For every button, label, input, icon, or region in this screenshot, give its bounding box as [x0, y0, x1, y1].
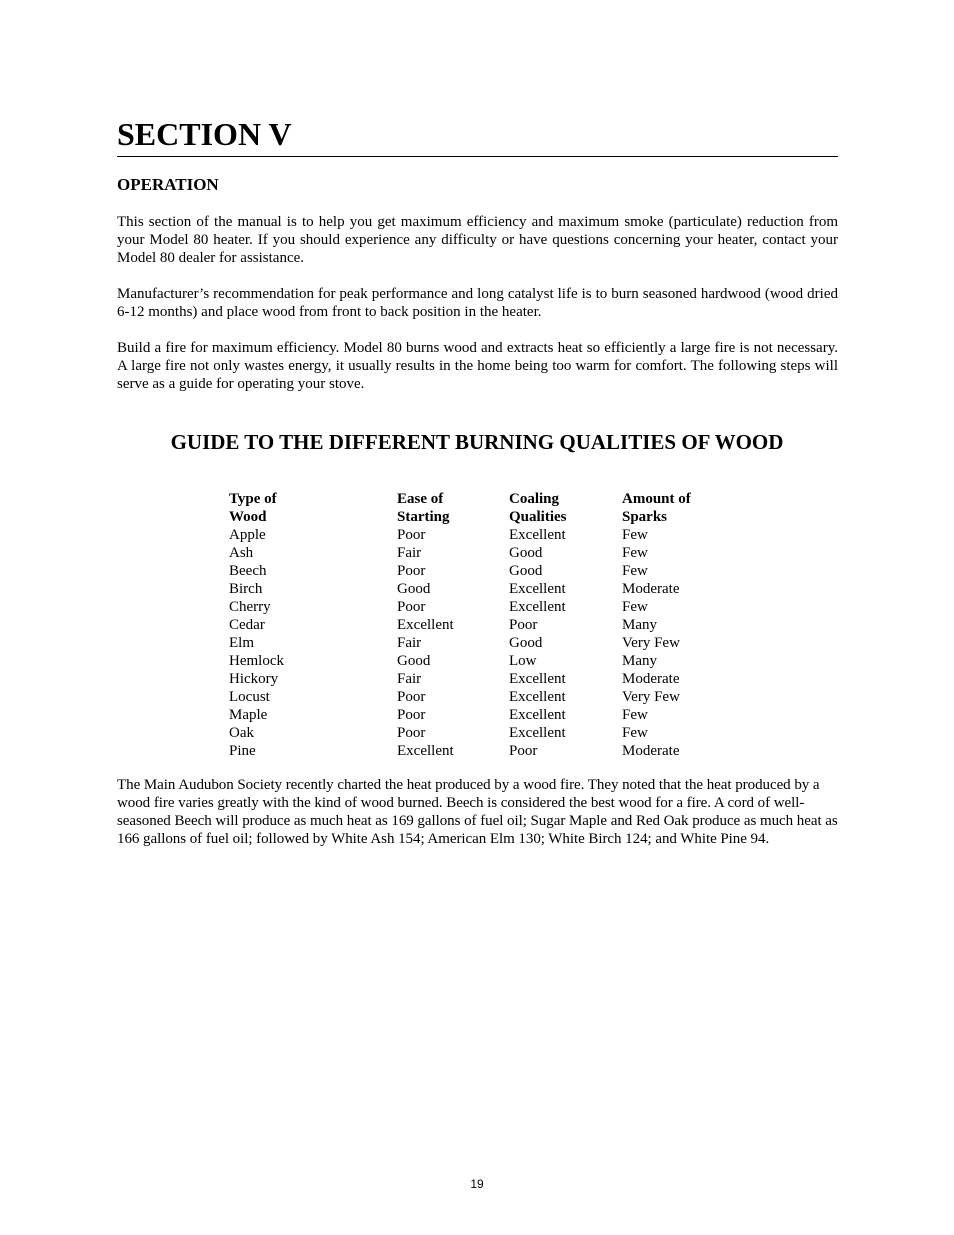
sparks-cell: Many	[622, 653, 657, 669]
wood-type-cell: Cherry	[229, 599, 271, 615]
wood-type-cell: Pine	[229, 743, 256, 759]
header-line: Amount of	[622, 491, 691, 507]
sparks-cell: Few	[622, 545, 648, 561]
table-row	[229, 526, 732, 544]
sparks-cell: Moderate	[622, 581, 680, 597]
wood-guide-title: GUIDE TO THE DIFFERENT BURNING QUALITIES OF WOOD	[170, 430, 784, 454]
wood-type-cell: Birch	[229, 581, 263, 597]
coaling-cell: Excellent	[509, 581, 566, 597]
coaling-cell: Excellent	[509, 527, 566, 543]
wood-type-cell: Maple	[229, 707, 268, 723]
wood-type-cell: Oak	[229, 725, 254, 741]
coaling-cell: Good	[509, 563, 543, 579]
ease-cell: Poor	[397, 563, 426, 579]
coaling-cell: Low	[509, 653, 537, 669]
header-line: Sparks	[622, 509, 668, 525]
wood-type-cell: Ash	[229, 545, 254, 561]
coaling-cell: Excellent	[509, 599, 566, 615]
wood-type-cell: Hemlock	[229, 653, 284, 669]
table-row	[229, 616, 732, 634]
table-header-row	[229, 490, 732, 526]
header-line: Type of	[229, 491, 277, 507]
wood-type-cell: Cedar	[229, 617, 265, 633]
ease-cell: Poor	[397, 689, 426, 705]
ease-cell: Fair	[397, 635, 422, 651]
section-title: SECTION V	[117, 116, 292, 152]
table-row	[229, 688, 732, 706]
ease-cell: Fair	[397, 545, 422, 561]
ease-cell: Poor	[397, 725, 426, 741]
wood-type-cell: Apple	[229, 527, 266, 543]
wood-type-cell: Beech	[229, 563, 267, 579]
ease-cell: Poor	[397, 599, 426, 615]
table-row	[229, 670, 732, 688]
recommendation-paragraph: Manufacturer’s recommendation for peak performance and long catalyst life is to burn seasoned hardwood (wood dried 6-12 months) and place wood from front to back position in the heater.	[117, 286, 838, 320]
build-fire-paragraph: Build a fire for maximum efficiency. Model 80 burns wood and extracts heat so efficiently a large fire is not necessary. A large fire not only wastes energy, it usually results in the home being too warm for comfort. The following steps will serve as a guide for operating your stove.	[117, 340, 838, 392]
audubon-paragraph: The Main Audubon Society recently charted the heat produced by a wood fire. They noted that the heat produced by a wood fire varies greatly with the kind of wood burned. Beech is considered the best wood for a fire. A cord of well-seasoned Beech will produce as much heat as 169 gallons of fuel oil; Sugar Maple and Red Oak produce as much heat as 166 gallons of fuel oil; followed by White Ash 154; American Elm 130; White Birch 124; and White Pine 94.	[117, 777, 838, 847]
header-line: Qualities	[509, 509, 567, 525]
table-row	[229, 598, 732, 616]
header-line: Starting	[397, 509, 450, 525]
table-row	[229, 652, 732, 670]
coaling-cell: Poor	[509, 617, 538, 633]
coaling-cell: Excellent	[509, 725, 566, 741]
table-row	[229, 706, 732, 724]
sparks-cell: Very Few	[622, 635, 680, 651]
column-header-sparks	[622, 490, 732, 526]
ease-cell: Poor	[397, 707, 426, 723]
sparks-cell: Few	[622, 725, 648, 741]
sparks-cell: Few	[622, 599, 648, 615]
column-header-ease	[397, 490, 509, 526]
sparks-cell: Many	[622, 617, 657, 633]
sparks-cell: Few	[622, 527, 648, 543]
sparks-cell: Very Few	[622, 689, 680, 705]
operation-heading: OPERATION	[117, 175, 219, 194]
ease-cell: Poor	[397, 527, 426, 543]
table-row	[229, 580, 732, 598]
table-row	[229, 742, 732, 760]
table-row	[229, 724, 732, 742]
ease-cell: Good	[397, 653, 431, 669]
coaling-cell: Good	[509, 545, 543, 561]
sparks-cell: Few	[622, 563, 648, 579]
wood-type-cell: Locust	[229, 689, 270, 705]
coaling-cell: Poor	[509, 743, 538, 759]
ease-cell: Fair	[397, 671, 422, 687]
ease-cell: Excellent	[397, 617, 454, 633]
intro-paragraph: This section of the manual is to help you get maximum efficiency and maximum smoke (particulate) reduction from your Model 80 heater. If you should experience any difficulty or have questions concerning your heater, contact your Model 80 dealer for assistance.	[117, 214, 838, 266]
sparks-cell: Few	[622, 707, 648, 723]
coaling-cell: Excellent	[509, 689, 566, 705]
wood-qualities-table	[229, 490, 732, 760]
wood-type-cell: Elm	[229, 635, 254, 651]
table-row	[229, 562, 732, 580]
coaling-cell: Excellent	[509, 671, 566, 687]
ease-cell: Good	[397, 581, 431, 597]
column-header-type	[229, 490, 397, 526]
sparks-cell: Moderate	[622, 743, 680, 759]
table-row	[229, 634, 732, 652]
header-line: Coaling	[509, 491, 560, 507]
header-line: Ease of	[397, 491, 444, 507]
sparks-cell: Moderate	[622, 671, 680, 687]
wood-type-cell: Hickory	[229, 671, 279, 687]
coaling-cell: Excellent	[509, 707, 566, 723]
header-line: Wood	[229, 509, 267, 525]
ease-cell: Excellent	[397, 743, 454, 759]
page-number: 19	[470, 1177, 484, 1191]
title-divider	[117, 156, 838, 157]
coaling-cell: Good	[509, 635, 543, 651]
table-row	[229, 544, 732, 562]
column-header-coaling	[509, 490, 622, 526]
